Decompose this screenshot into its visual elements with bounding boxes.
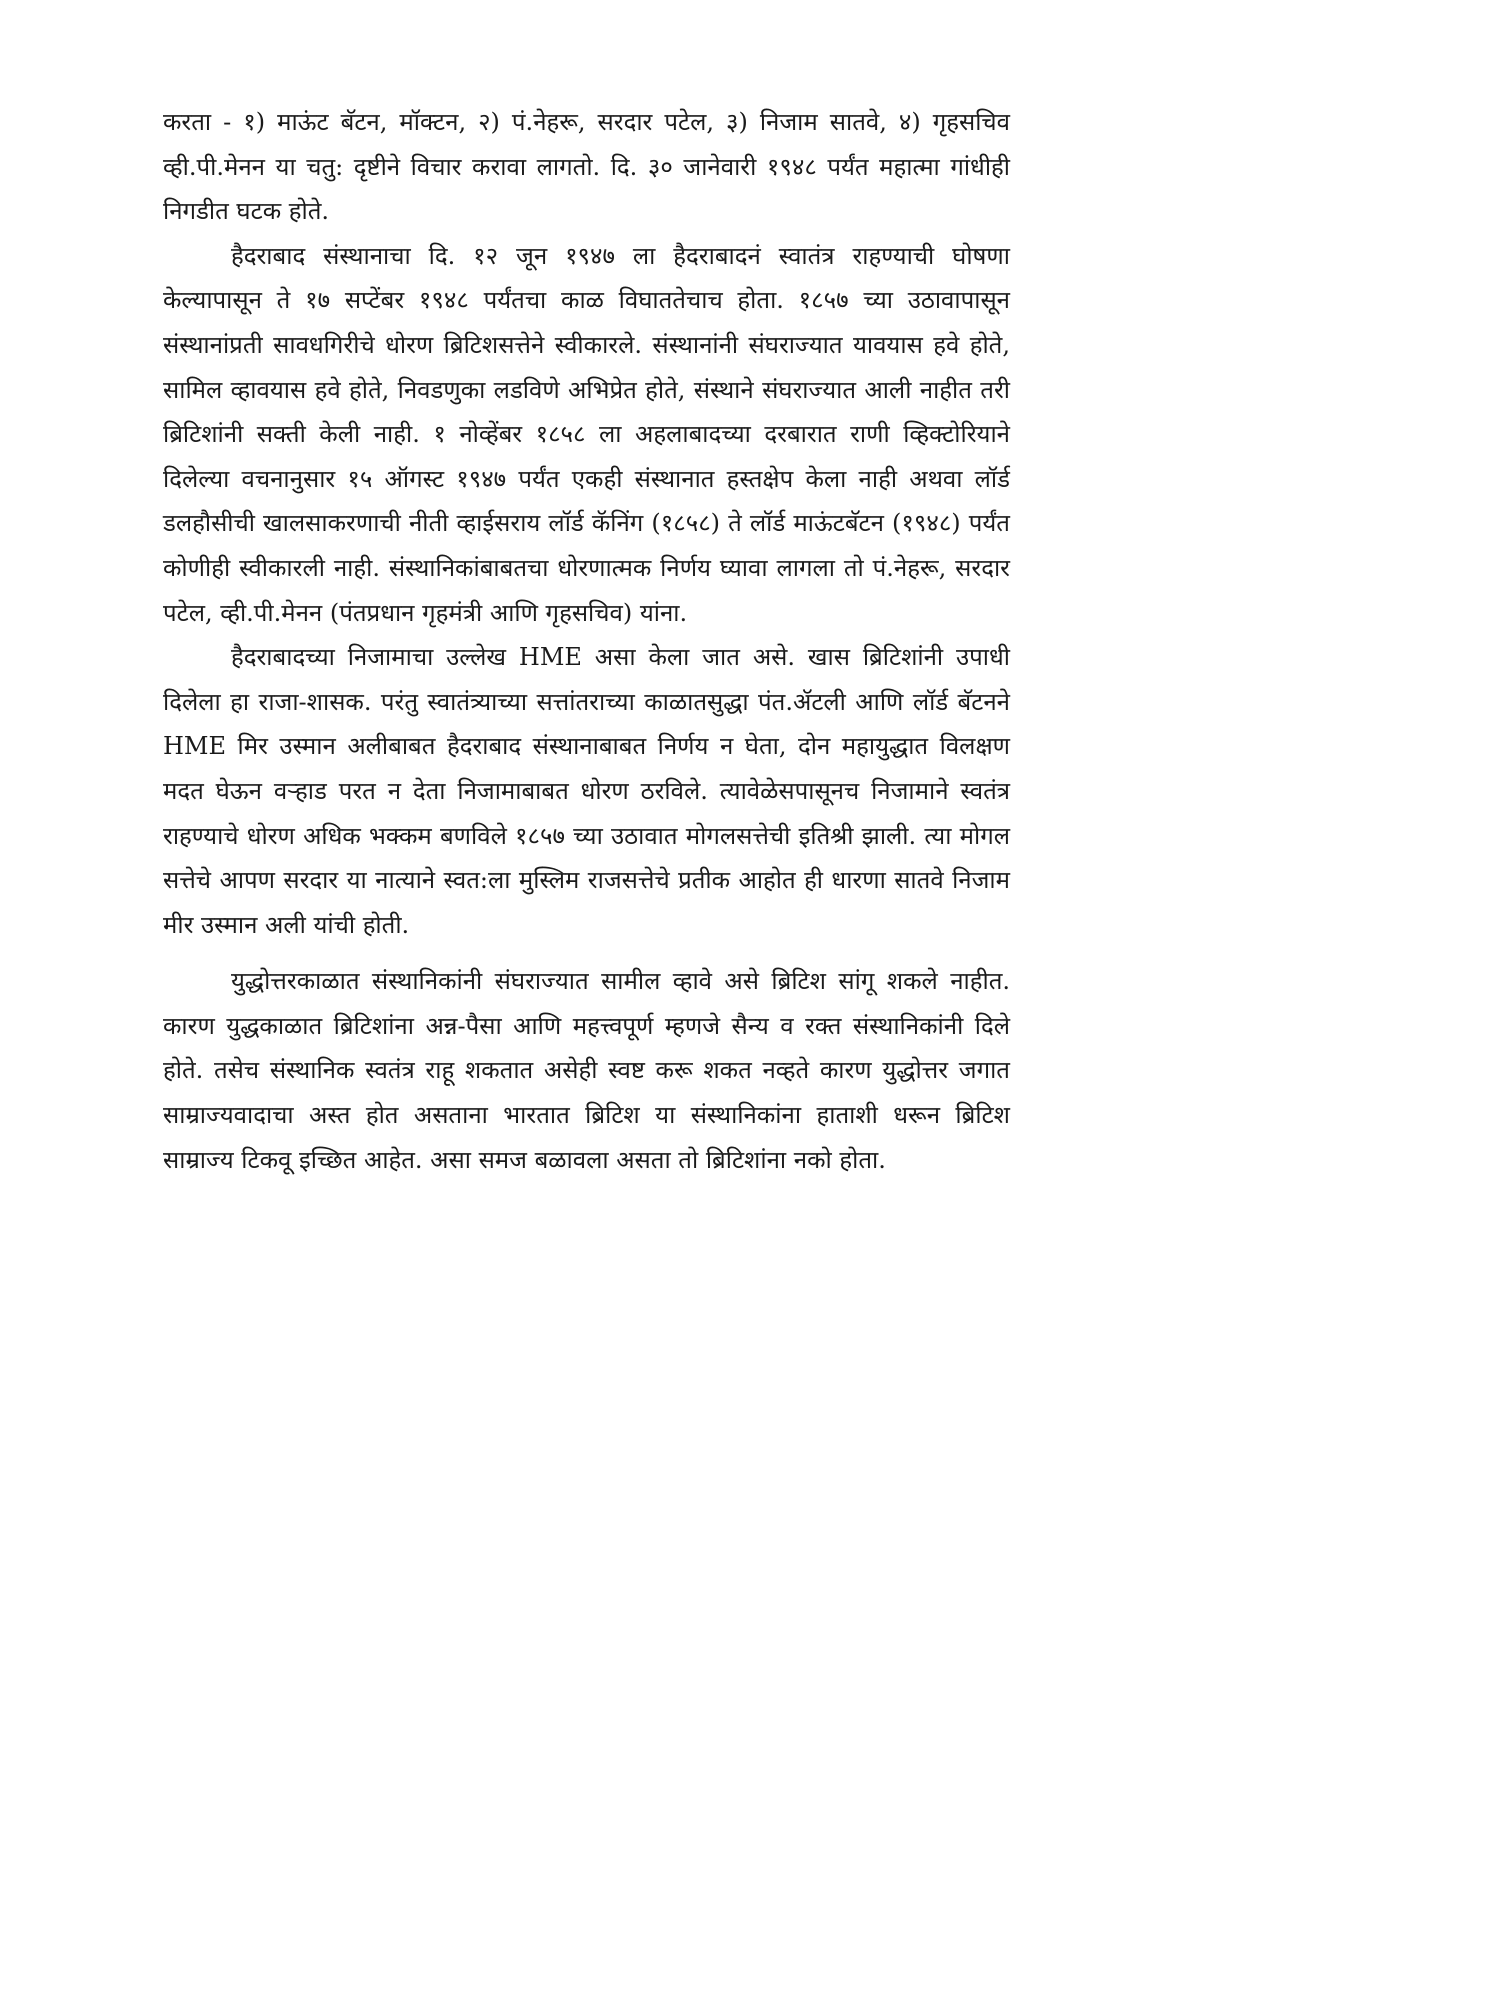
paragraph-4: युद्धोत्तरकाळात संस्थानिकांनी संघराज्यात सामील व्हावे असे ब्रिटिश सांगू शकले नाहीत. कारण युद्धकाळात ब्रिटिशांना अन्न-पैसा आणि महत्त्वपूर्ण म्हणजे सैन्य व रक्त संस्थानिकांनी दिले होते. तसेच संस्थानिक स्वतंत्र राहू शकतात असेही स्वष्ट करू शकत नव्हते कारण युद्धोत्तर जगात साम्राज्यवादाचा अस्त होत असताना भारतात ब्रिटिश या संस्थानिकांना हाताशी धरून ब्रिटिश साम्राज्य टिकवू इच्छित आहेत. असा समज बळावला असता तो ब्रिटिशांना नको होता. bbox=[163, 967, 1010, 1174]
paragraph-2: हैदराबाद संस्थानाचा दि. १२ जून १९४७ ला हैदराबादनं स्वातंत्र राहण्याची घोषणा केल्यापासून ते १७ सप्टेंबर १९४८ पर्यंतचा काळ विघाततेचाच होता. १८५७ च्या उठावापासून संस्थानांप्रती सावधगिरीचे धोरण ब्रिटिशसत्तेने स्वीकारले. संस्थानांनी संघराज्यात यावयास हवे होते, सामिल व्हावयास हवे होते, निवडणुका लडविणे अभिप्रेत होते, संस्थाने संघराज्यात आली नाहीत तरी ब्रिटिशांनी सक्ती केली नाही. १ नोव्हेंबर १८५८ ला अहलाबादच्या दरबारात राणी व्हिक्टोरियाने दिलेल्या वचनानुसार १५ ऑगस्ट १९४७ पर्यंत एकही संस्थानात हस्तक्षेप केला नाही अथवा लॉर्ड डलहौसीची खालसाकरणाची नीती व्हाईसराय लॉर्ड कॅनिंग (१८५८) ते लॉर्ड माऊंटबॅटन (१९४८) पर्यंत कोणीही स्वीकारली नाही. संस्थानिकांबाबतचा धोरणात्मक निर्णय घ्यावा लागला तो पं.नेहरू, सरदार पटेल, व्ही.पी.मेनन (पंतप्रधान गृहमंत्री आणि गृहसचिव) यांना. bbox=[163, 241, 1010, 627]
paragraph-3: हैदराबादच्या निजामाचा उल्लेख HME असा केला जात असे. खास ब्रिटिशांनी उपाधी दिलेला हा राजा-शासक. परंतु स्वातंत्र्याच्या सत्तांतराच्या काळातसुद्धा पंत.ॲटली आणि लॉर्ड बॅटनने HME मिर उस्मान अलीबाबत हैदराबाद संस्थानाबाबत निर्णय न घेता, दोन महायुद्धात विलक्षण मदत घेऊन वऱ्हाड परत न देता निजामाबाबत धोरण ठरविले. त्यावेळेसपासूनच निजामाने स्वतंत्र राहण्याचे धोरण अधिक भक्कम बणविले १८५७ च्या उठावात मोगलसत्तेची इतिश्री झाली. त्या मोगल सत्तेचे आपण सरदार या नात्याने स्वत:ला मुस्लिम राजसत्तेचे प्रतीक आहोत ही धारणा सातवे निजाम मीर उस्मान अली यांची होती. bbox=[163, 643, 1010, 939]
document-body bbox=[163, 100, 1010, 1182]
paragraph-1: करता - १) माऊंट बॅटन, मॉक्टन, २) पं.नेहरू, सरदार पटेल, ३) निजाम सातवे, ४) गृहसचिव व्ही.पी.मेनन या चतु: दृष्टीने विचार करावा लागतो. दि. ३० जानेवारी १९४८ पर्यंत महात्मा गांधीही निगडीत घटक होते. bbox=[163, 108, 1010, 226]
